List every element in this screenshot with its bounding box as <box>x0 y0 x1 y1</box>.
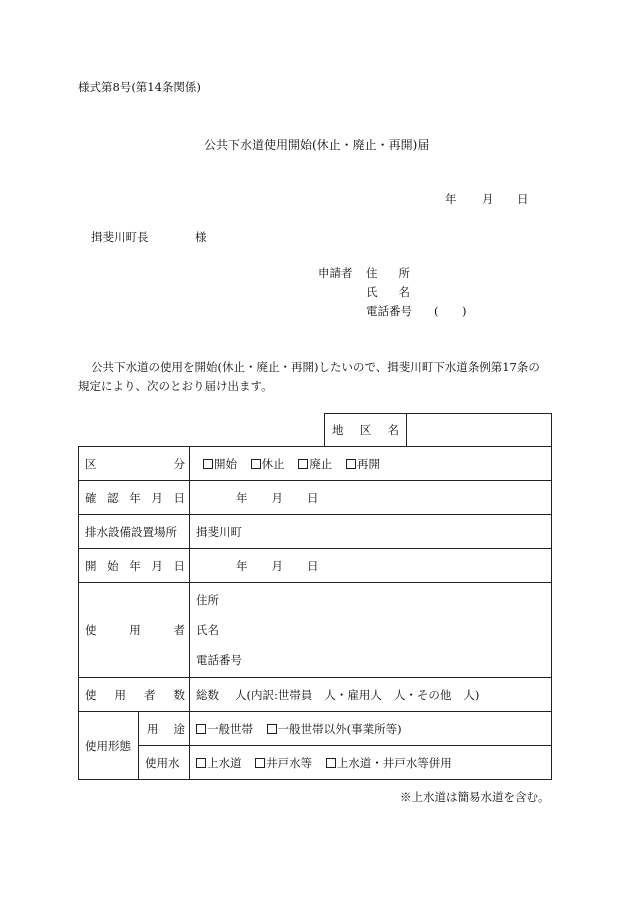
category-row <box>79 447 552 481</box>
usage-purpose-row <box>79 712 552 746</box>
user-count-row <box>79 678 552 712</box>
addressee-honorific: 様 <box>195 230 207 244</box>
district-box <box>324 413 552 447</box>
applicant-phone-paren-close: ) <box>462 304 467 318</box>
date-day: 日 <box>517 192 529 206</box>
applicant-name-label: 氏 名 <box>366 285 410 299</box>
applicant-label: 申請者 <box>318 266 353 280</box>
category-options <box>190 447 552 481</box>
date-year: 年 <box>445 192 457 206</box>
user-field[interactable] <box>190 583 552 678</box>
applicant-phone-label: 電話番号 <box>366 304 412 318</box>
user-count-field[interactable]: 総数 人(内訳:世帯員 人・雇用人 人・その他 人) <box>190 678 552 712</box>
water-source-label: 使用水 <box>139 746 190 780</box>
district-value-field[interactable] <box>407 414 551 446</box>
body-text-line1: 公共下水道の使用を開始(休止・廃止・再開)したいので、揖斐川町下水道条例第17条の <box>91 360 540 374</box>
facility-location-label: 排水設備設置場所 <box>79 515 190 549</box>
addressee-name: 揖斐川町長 <box>91 230 149 244</box>
confirm-date-field[interactable]: 年 月 日 <box>190 481 552 515</box>
body-text-line2: 規定により、次のとおり届け出ます。 <box>78 379 273 393</box>
category-label: 区 分 <box>79 447 190 481</box>
start-date-field[interactable]: 年 月 日 <box>190 549 552 583</box>
facility-location-row <box>79 515 552 549</box>
user-label: 使 用 者 <box>79 583 190 678</box>
form-number: 様式第8号(第14条関係) <box>78 80 201 94</box>
footnote: ※上水道は簡易水道を含む。 <box>400 790 550 804</box>
applicant-phone-paren-open: ( <box>434 304 439 318</box>
option-resume[interactable]: 再開 <box>346 457 380 471</box>
user-name-label: 氏名 <box>196 623 219 637</box>
option-general-household[interactable]: 一般世帯 <box>196 722 253 736</box>
option-start[interactable]: 開始 <box>203 457 237 471</box>
checkbox-icon[interactable] <box>298 459 308 469</box>
start-date-row <box>79 549 552 583</box>
option-tap-water[interactable]: 上水道 <box>196 756 242 770</box>
confirm-date-row <box>79 481 552 515</box>
user-count-label: 使 用 者 数 <box>79 678 190 712</box>
usage-purpose-options <box>190 712 552 746</box>
option-combined-water[interactable]: 上水道・井戸水等併用 <box>326 756 452 770</box>
checkbox-icon[interactable] <box>196 758 206 768</box>
page-title: 公共下水道使用開始(休止・廃止・再開)届 <box>204 138 430 152</box>
usage-form-label: 使用形態 <box>79 712 139 780</box>
confirm-date-label: 確 認 年 月 日 <box>79 481 190 515</box>
option-non-household[interactable]: 一般世帯以外(事業所等) <box>267 722 402 736</box>
date-month: 月 <box>482 192 494 206</box>
checkbox-icon[interactable] <box>203 459 213 469</box>
checkbox-icon[interactable] <box>326 758 336 768</box>
user-row <box>79 583 552 678</box>
user-address-label: 住所 <box>196 593 219 607</box>
application-form-table <box>78 446 552 780</box>
checkbox-icon[interactable] <box>346 459 356 469</box>
checkbox-icon[interactable] <box>251 459 261 469</box>
facility-location-field[interactable]: 揖斐川町 <box>190 515 552 549</box>
applicant-address-label: 住 所 <box>366 266 410 280</box>
start-date-label: 開 始 年 月 日 <box>79 549 190 583</box>
option-suspend[interactable]: 休止 <box>251 457 285 471</box>
option-well-water[interactable]: 井戸水等 <box>255 756 312 770</box>
water-source-row <box>79 746 552 780</box>
checkbox-icon[interactable] <box>267 724 277 734</box>
district-label: 地 区 名 <box>325 414 407 446</box>
user-phone-label: 電話番号 <box>196 653 242 667</box>
checkbox-icon[interactable] <box>255 758 265 768</box>
water-source-options <box>190 746 552 780</box>
option-abolish[interactable]: 廃止 <box>298 457 332 471</box>
checkbox-icon[interactable] <box>196 724 206 734</box>
usage-purpose-label: 用 途 <box>139 712 190 746</box>
